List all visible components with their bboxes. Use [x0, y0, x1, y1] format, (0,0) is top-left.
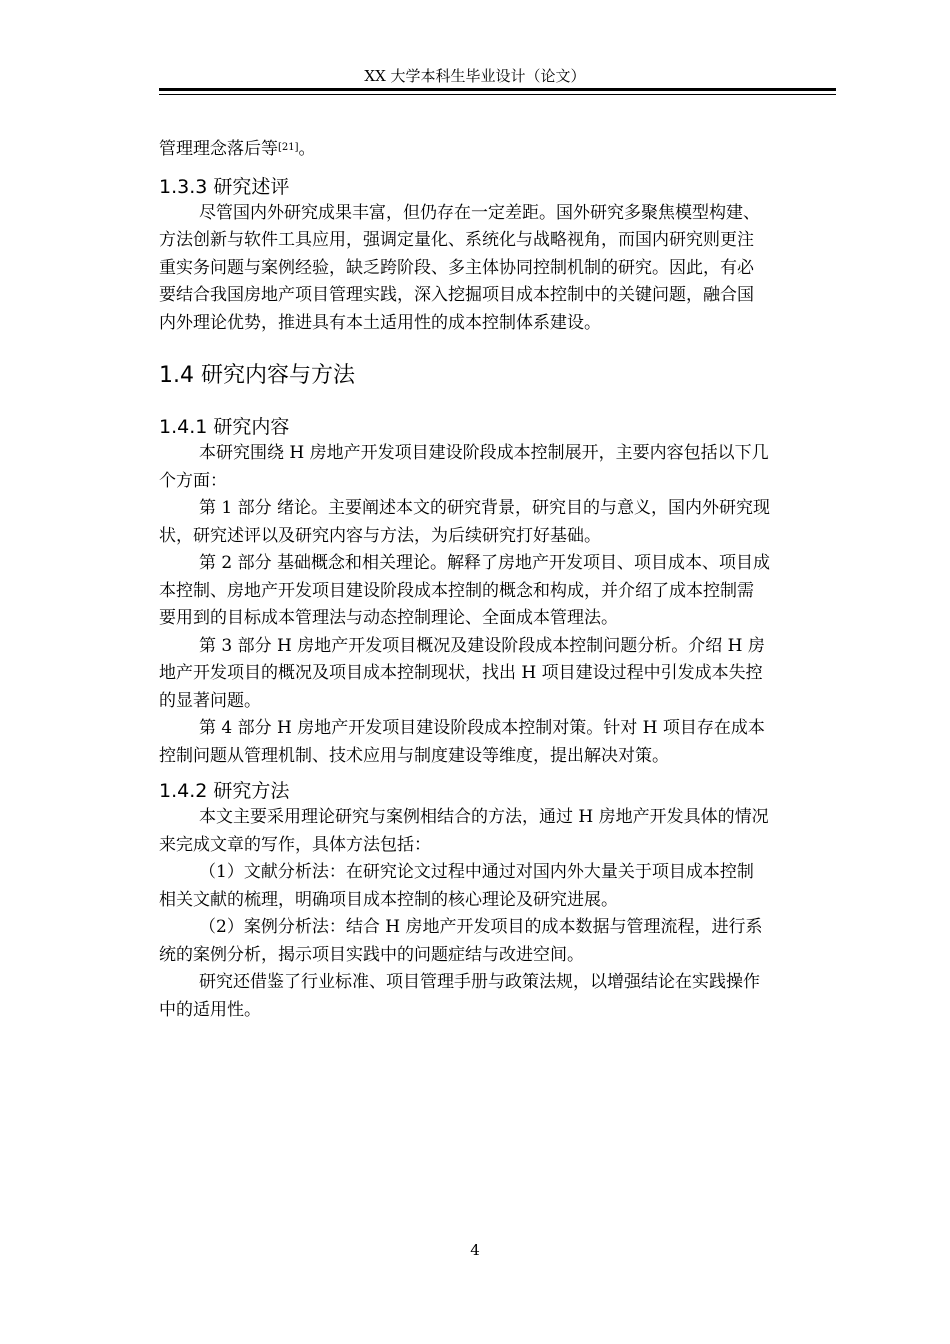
paragraph-closing: 研究还借鉴了行业标准、项目管理手册与政策法规，以增强结论在实践操作 中的适用性。 [159, 972, 760, 1020]
paragraph-review: 尽管国内外研究成果丰富，但仍存在一定差距。国外研究多聚焦模型构建、 方法创新与软件工具应用，强调定量化、系统化与战略视角，而国内研究则更注 重实务问题与案例经验，缺乏跨阶段、多主体协同控制机制的研究。因此，有必 要结合我国房地产项目管理实践，深入挖掘项目成本控制中的关键问题，融合国 内外理论优势，推进具有本土适用性的成本控制体系建设。 [159, 202, 760, 333]
header-rule-thin [159, 94, 836, 95]
page-body [159, 136, 836, 1024]
heading-1-4-1: 1.4.1 研究内容 [159, 416, 290, 438]
paragraph-content-intro: 本研究围绕 H 房地产开发项目建设阶段成本控制展开，主要内容包括以下几 个方面： [159, 443, 769, 491]
heading-1-3-3: 1.3.3 研究述评 [159, 175, 290, 198]
paragraph-method-1: （1）文献分析法：在研究论文过程中通过对国内外大量关于项目成本控制 相关文献的梳理，明确项目成本控制的核心理论及研究进展。 [159, 862, 754, 910]
heading-1-4: 1.4 研究内容与方法 [159, 363, 355, 388]
paragraph-part-1: 第 1 部分 绪论。主要阐述本文的研究背景，研究目的与意义，国内外研究现 状，研究述评以及研究内容与方法，为后续研究打好基础。 [159, 498, 771, 546]
paragraph-part-3: 第 3 部分 H 房地产开发项目概况及建设阶段成本控制问题分析。介绍 H 房 地产开发项目的概况及项目成本控制现状，找出 H 项目建设过程中引发成本失控 的显著问题。 [159, 635, 765, 711]
paragraph-method-intro: 本文主要采用理论研究与案例相结合的方法，通过 H 房地产开发具体的情况 来完成文章的写作，具体方法包括： [159, 807, 769, 855]
heading-1-4-2: 1.4.2 研究方法 [159, 780, 290, 802]
page-number: 4 [470, 1241, 480, 1259]
intro-line: 管理理念落后等[21]。 [159, 139, 316, 159]
header-rule-thick [159, 88, 836, 91]
paragraph-method-2: （2）案例分析法：结合 H 房地产开发项目的成本数据与管理流程，进行系 统的案例分析，揭示项目实践中的问题症结与改进空间。 [159, 917, 763, 965]
paragraph-part-4: 第 4 部分 H 房地产开发项目建设阶段成本控制对策。针对 H 项目存在成本 控制问题从管理机制、技术应用与制度建设等维度，提出解决对策。 [159, 718, 765, 766]
paragraph-part-2: 第 2 部分 基础概念和相关理论。解释了房地产开发项目、项目成本、项目成 本控制、房地产开发项目建设阶段成本控制的概念和构成，并介绍了成本控制需 要用到的目标成本管理法与动态控制理论、全面成本管理法。 [159, 553, 771, 628]
running-header: XX 大学本科生毕业设计（论文） [364, 67, 586, 85]
citation: [21] [278, 142, 299, 153]
